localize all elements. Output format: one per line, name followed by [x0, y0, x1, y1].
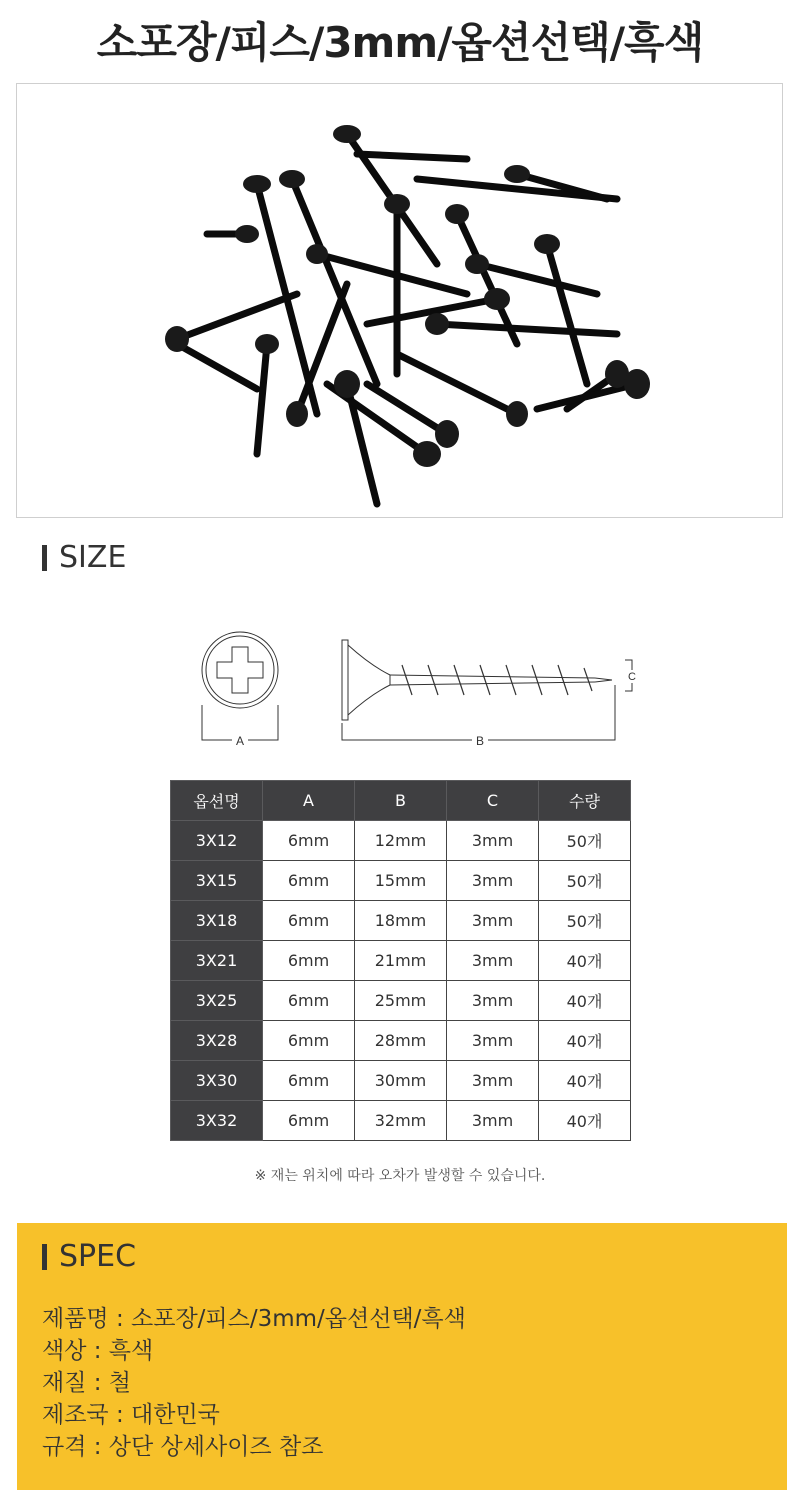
cell-a: 6mm	[263, 1021, 355, 1061]
cell-b: 18mm	[355, 901, 447, 941]
cell-quantity: 50개	[539, 861, 631, 901]
spec-product-name: 제품명 : 소포장/피스/3mm/옵션선택/흑색	[42, 1306, 466, 1332]
heading-bar	[42, 545, 47, 571]
table-row	[171, 821, 631, 861]
cell-a: 6mm	[263, 981, 355, 1021]
cell-a: 6mm	[263, 1101, 355, 1141]
label-b: B	[475, 734, 485, 748]
table-row	[171, 981, 631, 1021]
cell-c: 3mm	[447, 1101, 539, 1141]
cell-b: 25mm	[355, 981, 447, 1021]
table-row	[171, 941, 631, 981]
spec-material: 재질 : 철	[42, 1370, 132, 1396]
spec-section	[17, 1223, 787, 1490]
measurement-note: ※ 재는 위치에 따라 오차가 발생할 수 있습니다.	[254, 1168, 546, 1184]
cell-c: 3mm	[447, 821, 539, 861]
cell-b: 21mm	[355, 941, 447, 981]
table-row	[171, 901, 631, 941]
cell-c: 3mm	[447, 1021, 539, 1061]
cell-c: 3mm	[447, 861, 539, 901]
cell-option: 3X15	[171, 861, 263, 901]
table-row	[171, 1061, 631, 1101]
cell-b: 28mm	[355, 1021, 447, 1061]
cell-a: 6mm	[263, 861, 355, 901]
cell-option: 3X28	[171, 1021, 263, 1061]
cell-quantity: 40개	[539, 981, 631, 1021]
cell-option: 3X25	[171, 981, 263, 1021]
table-header-row	[171, 781, 631, 821]
cell-quantity: 40개	[539, 1021, 631, 1061]
spec-list	[42, 1303, 466, 1463]
spec-heading	[42, 1239, 136, 1274]
page-title: 소포장/피스/3mm/옵션선택/흑색	[96, 18, 704, 67]
cell-b: 12mm	[355, 821, 447, 861]
table-row	[171, 1021, 631, 1061]
cell-option: 3X32	[171, 1101, 263, 1141]
cell-a: 6mm	[263, 941, 355, 981]
header-option: 옵션명	[171, 781, 263, 821]
table-row	[171, 861, 631, 901]
cell-b: 32mm	[355, 1101, 447, 1141]
spec-origin: 제조국 : 대한민국	[42, 1402, 220, 1428]
cell-quantity: 40개	[539, 1101, 631, 1141]
size-table	[170, 780, 631, 1141]
header-b: B	[355, 781, 447, 821]
cell-a: 6mm	[263, 821, 355, 861]
product-photo	[16, 83, 783, 518]
spec-size: 규격 : 상단 상세사이즈 참조	[42, 1434, 324, 1460]
cell-quantity: 50개	[539, 901, 631, 941]
header-quantity: 수량	[539, 781, 631, 821]
label-c: C	[628, 671, 636, 683]
cell-option: 3X12	[171, 821, 263, 861]
cell-option: 3X18	[171, 901, 263, 941]
cell-quantity: 50개	[539, 821, 631, 861]
cell-b: 30mm	[355, 1061, 447, 1101]
cell-b: 15mm	[355, 861, 447, 901]
cell-c: 3mm	[447, 941, 539, 981]
screw-pile-image	[17, 84, 782, 517]
heading-bar	[42, 1244, 47, 1270]
cell-c: 3mm	[447, 981, 539, 1021]
size-heading	[42, 540, 126, 575]
spec-color: 색상 : 흑색	[42, 1338, 154, 1364]
cell-quantity: 40개	[539, 1061, 631, 1101]
header-a: A	[263, 781, 355, 821]
cell-a: 6mm	[263, 901, 355, 941]
spec-heading-text: SPEC	[59, 1239, 137, 1274]
cell-c: 3mm	[447, 1061, 539, 1101]
screw-dimension-diagram	[180, 625, 640, 755]
cell-a: 6mm	[263, 1061, 355, 1101]
label-a: A	[235, 734, 245, 748]
table-row	[171, 1101, 631, 1141]
cell-quantity: 40개	[539, 941, 631, 981]
cell-option: 3X21	[171, 941, 263, 981]
cell-option: 3X30	[171, 1061, 263, 1101]
size-heading-text: SIZE	[59, 540, 127, 575]
cell-c: 3mm	[447, 901, 539, 941]
header-c: C	[447, 781, 539, 821]
